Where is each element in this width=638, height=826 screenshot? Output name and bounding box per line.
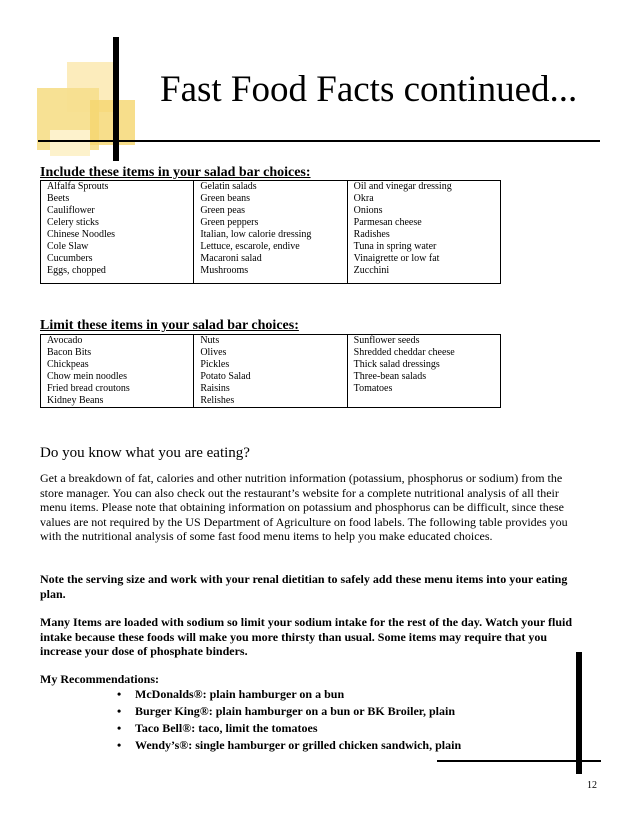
list-item: Tomatoes bbox=[353, 383, 393, 394]
serving-size-note: Note the serving size and work with your renal dietitian to safely add these menu items into your eating plan. bbox=[40, 572, 568, 601]
list-item: Eggs, chopped bbox=[47, 265, 106, 276]
list-item: Celery sticks bbox=[47, 217, 99, 228]
recommendation-text: McDonalds®: plain hamburger on a bun bbox=[135, 687, 345, 701]
list-item: Chickpeas bbox=[47, 359, 89, 370]
recommendation-text: Burger King®: plain hamburger on a bun or BK Broiler, plain bbox=[135, 704, 456, 718]
include-heading: Include these items in your salad bar choices: bbox=[40, 165, 311, 180]
limit-table bbox=[40, 334, 501, 408]
page-title: Fast Food Facts continued... bbox=[160, 69, 578, 110]
limit-column-1 bbox=[41, 335, 194, 408]
list-item: Radishes bbox=[353, 229, 390, 240]
list-item: Green peppers bbox=[200, 217, 259, 228]
list-item: Tuna in spring water bbox=[353, 241, 437, 252]
list-item: Vinaigrette or low fat bbox=[353, 253, 440, 264]
include-column-3 bbox=[347, 181, 500, 284]
list-item: Oil and vinegar dressing bbox=[353, 181, 452, 192]
include-table bbox=[40, 180, 501, 284]
limit-column-3 bbox=[347, 335, 500, 408]
list-item: Italian, low calorie dressing bbox=[200, 229, 312, 240]
list-item: Olives bbox=[200, 347, 227, 358]
list-item: Alfalfa Sprouts bbox=[47, 181, 109, 192]
list-item: Relishes bbox=[200, 395, 235, 406]
header-rule bbox=[38, 140, 600, 142]
list-item: Okra bbox=[353, 193, 374, 204]
list-item: Lettuce, escarole, endive bbox=[200, 241, 300, 252]
include-column-1 bbox=[41, 181, 194, 284]
list-item: Green peas bbox=[200, 205, 246, 216]
list-item bbox=[117, 703, 461, 720]
list-item: Chow mein noodles bbox=[47, 371, 127, 382]
list-item bbox=[117, 686, 461, 703]
header-vertical-bar bbox=[113, 37, 119, 161]
recommendations-list bbox=[117, 686, 461, 754]
include-column-2 bbox=[194, 181, 347, 284]
list-item: Bacon Bits bbox=[47, 347, 92, 358]
list-item: Potato Salad bbox=[200, 371, 251, 382]
list-item: Macaroni salad bbox=[200, 253, 262, 264]
list-item: Shredded cheddar cheese bbox=[353, 347, 455, 358]
list-item: Zucchini bbox=[353, 265, 390, 276]
list-item: Onions bbox=[353, 205, 383, 216]
list-item: Sunflower seeds bbox=[353, 335, 420, 346]
list-item: Thick salad dressings bbox=[353, 359, 440, 370]
footer-vertical-bar bbox=[576, 652, 582, 774]
list-item: Chinese Noodles bbox=[47, 229, 116, 240]
decorative-square bbox=[50, 130, 90, 156]
list-item: Green beans bbox=[200, 193, 251, 204]
bullet-icon: • bbox=[117, 704, 122, 718]
recommendation-text: Wendy’s®: single hamburger or grilled chicken sandwich, plain bbox=[135, 738, 462, 752]
list-item: Three-bean salads bbox=[353, 371, 427, 382]
list-item: Avocado bbox=[47, 335, 83, 346]
list-item: Cole Slaw bbox=[47, 241, 89, 252]
recommendations-heading: My Recommendations: bbox=[40, 672, 159, 686]
section-question: Do you know what you are eating? bbox=[40, 445, 250, 461]
list-item bbox=[117, 737, 461, 754]
limit-heading: Limit these items in your salad bar choices: bbox=[40, 318, 299, 333]
footer-rule bbox=[437, 760, 601, 762]
bullet-icon: • bbox=[117, 687, 122, 701]
bullet-icon: • bbox=[117, 738, 122, 752]
list-item: Cucumbers bbox=[47, 253, 93, 264]
limit-column-2 bbox=[194, 335, 347, 408]
list-item bbox=[117, 720, 461, 737]
list-item: Gelatin salads bbox=[200, 181, 257, 192]
sodium-warning: Many Items are loaded with sodium so limit your sodium intake for the rest of the day. Watch your fluid intake because these foods will make you more thirsty than usual. Some items may require that you increase your dose of phosphate binders. bbox=[40, 615, 573, 659]
list-item: Nuts bbox=[200, 335, 220, 346]
list-item: Kidney Beans bbox=[47, 395, 104, 406]
page-number: 12 bbox=[587, 780, 597, 791]
list-item: Cauliflower bbox=[47, 205, 95, 216]
list-item: Fried bread croutons bbox=[47, 383, 130, 394]
list-item: Parmesan cheese bbox=[353, 217, 422, 228]
list-item: Mushrooms bbox=[200, 265, 249, 276]
recommendation-text: Taco Bell®: taco, limit the tomatoes bbox=[135, 721, 318, 735]
bullet-icon: • bbox=[117, 721, 122, 735]
list-item: Beets bbox=[47, 193, 70, 204]
intro-paragraph: Get a breakdown of fat, calories and other nutrition information (potassium, phosphorus or sodium) from the store manager. You can also check out the restaurant’s website for a complete nutritional analysis of all their menu items. Please note that obtaining information on potassium and phosphorus can be difficult, since these values are not required by the US Department of Agriculture on food labels. The following table provides you with the nutritional analysis of some fast food menu items to help you make educated choices. bbox=[40, 471, 568, 544]
list-item: Pickles bbox=[200, 359, 230, 370]
list-item: Raisins bbox=[200, 383, 230, 394]
